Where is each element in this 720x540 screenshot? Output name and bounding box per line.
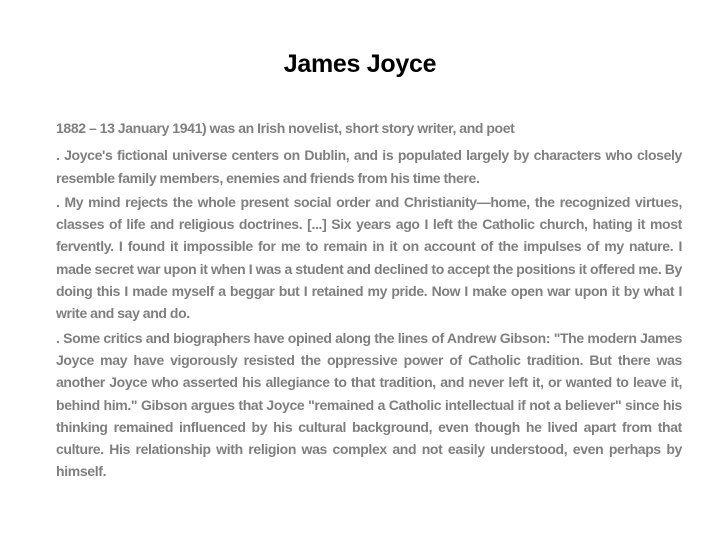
paragraph-critics-opinion: . Some critics and biographers have opined along the lines of Andrew Gibson: "The modern James Joyce may have vigorously resisted the oppressive power of Catholic tradition. But there was another Joyce who asserted his allegiance to that tradition, and never left it, or wanted to leave it, behind him." Gibson argues that Joyce "remained a Catholic intellectual if not a believer" since his thinking remained influenced by his cultural background, even though he lived apart from that culture. His relationship with religion was complex and not easily understood, even perhaps by himself. (56, 329, 682, 480)
paragraph-fictional-universe: . Joyce's fictional universe centers on Dublin, and is populated largely by characters who closely resemble family members, enemies and friends from his time there. (56, 147, 682, 186)
slide-title: James Joyce (283, 50, 437, 78)
paragraph-quote-religion: . My mind rejects the whole present social order and Christianity—home, the recognized virtues, classes of life and religious doctrines. [...] Six years ago I left the Catholic church, hating it most fervently. I found it impossible for me to remain in it on account of the impulses of my nature. I made secret war upon it when I was a student and declined to accept the positions it offered me. By doing this I made myself a beggar but I retained my pride. Now I make open war upon it by what I write and say and do. (56, 193, 682, 322)
slide-body (56, 117, 682, 485)
paragraph-birth-summary: 1882 – 13 January 1941) was an Irish novelist, short story writer, and poet (56, 120, 515, 136)
